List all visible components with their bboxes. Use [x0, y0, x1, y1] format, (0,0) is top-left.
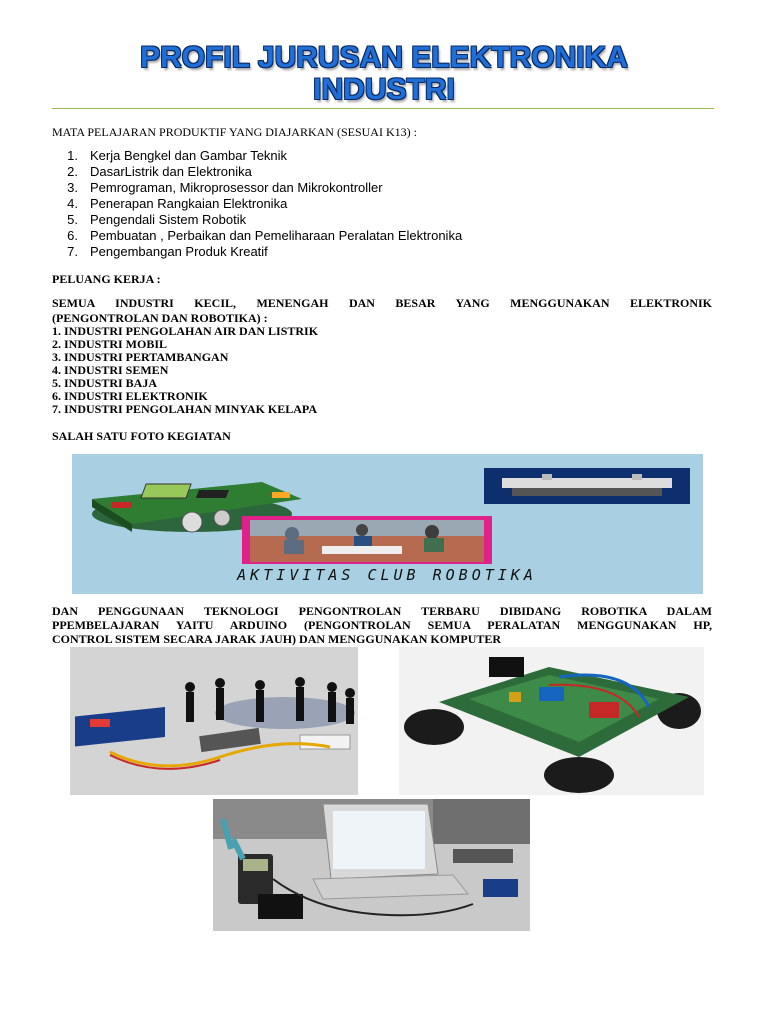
list-item: 7. INDUSTRI PENGOLAHAN MINYAK KELAPA: [52, 402, 318, 416]
robot-car-photo: [399, 647, 704, 795]
robot-car-graphic: [399, 647, 704, 795]
page-title-line-2: INDUSTRI: [313, 73, 455, 106]
list-item: 5. Pengendali Sistem Robotik: [67, 212, 247, 227]
banner-caption: AKTIVITAS CLUB ROBOTIKA: [237, 566, 537, 584]
list-item: 2. INDUSTRI MOBIL: [52, 337, 168, 351]
industries-list: [52, 325, 318, 416]
list-item: 1. Kerja Bengkel dan Gambar Teknik: [67, 148, 288, 163]
list-item: 1. INDUSTRI PENGOLAHAN AIR DAN LISTRIK: [52, 324, 319, 338]
laptop-workstation-photo: [213, 799, 530, 931]
subjects-heading: MATA PELAJARAN PRODUKTIF YANG DIAJARKAN (SESUAI K13) :: [52, 125, 417, 139]
subjects-list: [52, 148, 712, 260]
list-item: 4. Penerapan Rangkaian Elektronika: [67, 196, 288, 211]
list-item: 3. INDUSTRI PERTAMBANGAN: [52, 350, 229, 364]
list-item: 3. Pemrograman, Mikroprosessor dan Mikrokontroller: [67, 180, 383, 195]
jobs-intro-line-1: SEMUA INDUSTRI KECIL, MENENGAH DAN BESAR YANG MENGGUNAKAN ELEKTRONIK: [52, 296, 712, 310]
jobs-intro-line-2: (PENGONTROLAN DAN ROBOTIKA) :: [52, 311, 268, 325]
title-divider: [52, 108, 714, 109]
jobs-heading: PELUANG KERJA :: [52, 272, 161, 286]
classroom-photo: [242, 516, 492, 564]
list-item: 4. INDUSTRI SEMEN: [52, 363, 169, 377]
list-item: 5. INDUSTRI BAJA: [52, 376, 158, 390]
arduino-figures-photo: [70, 647, 358, 795]
arduino-figures-graphic: [70, 647, 358, 795]
robotics-club-banner: [72, 454, 703, 594]
laptop-workstation-graphic: [213, 799, 530, 931]
tech-line-2: PPEMBELAJARAN YAITU ARDUINO (PENGONTROLAN SEMUA PERALATAN MENGGUNAKAN HP,: [52, 618, 712, 632]
robot-car-image: [484, 468, 690, 504]
list-item: 6. Pembuatan , Perbaikan dan Pemeliharaan Peralatan Elektronika: [67, 228, 463, 243]
tech-line-3: CONTROL SISTEM SECARA JARAK JAUH) DAN MENGGUNAKAN KOMPUTER: [52, 632, 502, 646]
page-title-line-1: PROFIL JURUSAN ELEKTRONIKA: [140, 41, 628, 74]
photo-heading: SALAH SATU FOTO KEGIATAN: [52, 429, 231, 443]
list-item: 2. DasarListrik dan Elektronika: [67, 164, 252, 179]
tech-line-1: DAN PENGGUNAAN TEKNOLOGI PENGONTROLAN TERBARU DIBIDANG ROBOTIKA DALAM: [52, 604, 712, 618]
list-item: 7. Pengembangan Produk Kreatif: [67, 244, 268, 259]
list-item: 6. INDUSTRI ELEKTRONIK: [52, 389, 208, 403]
